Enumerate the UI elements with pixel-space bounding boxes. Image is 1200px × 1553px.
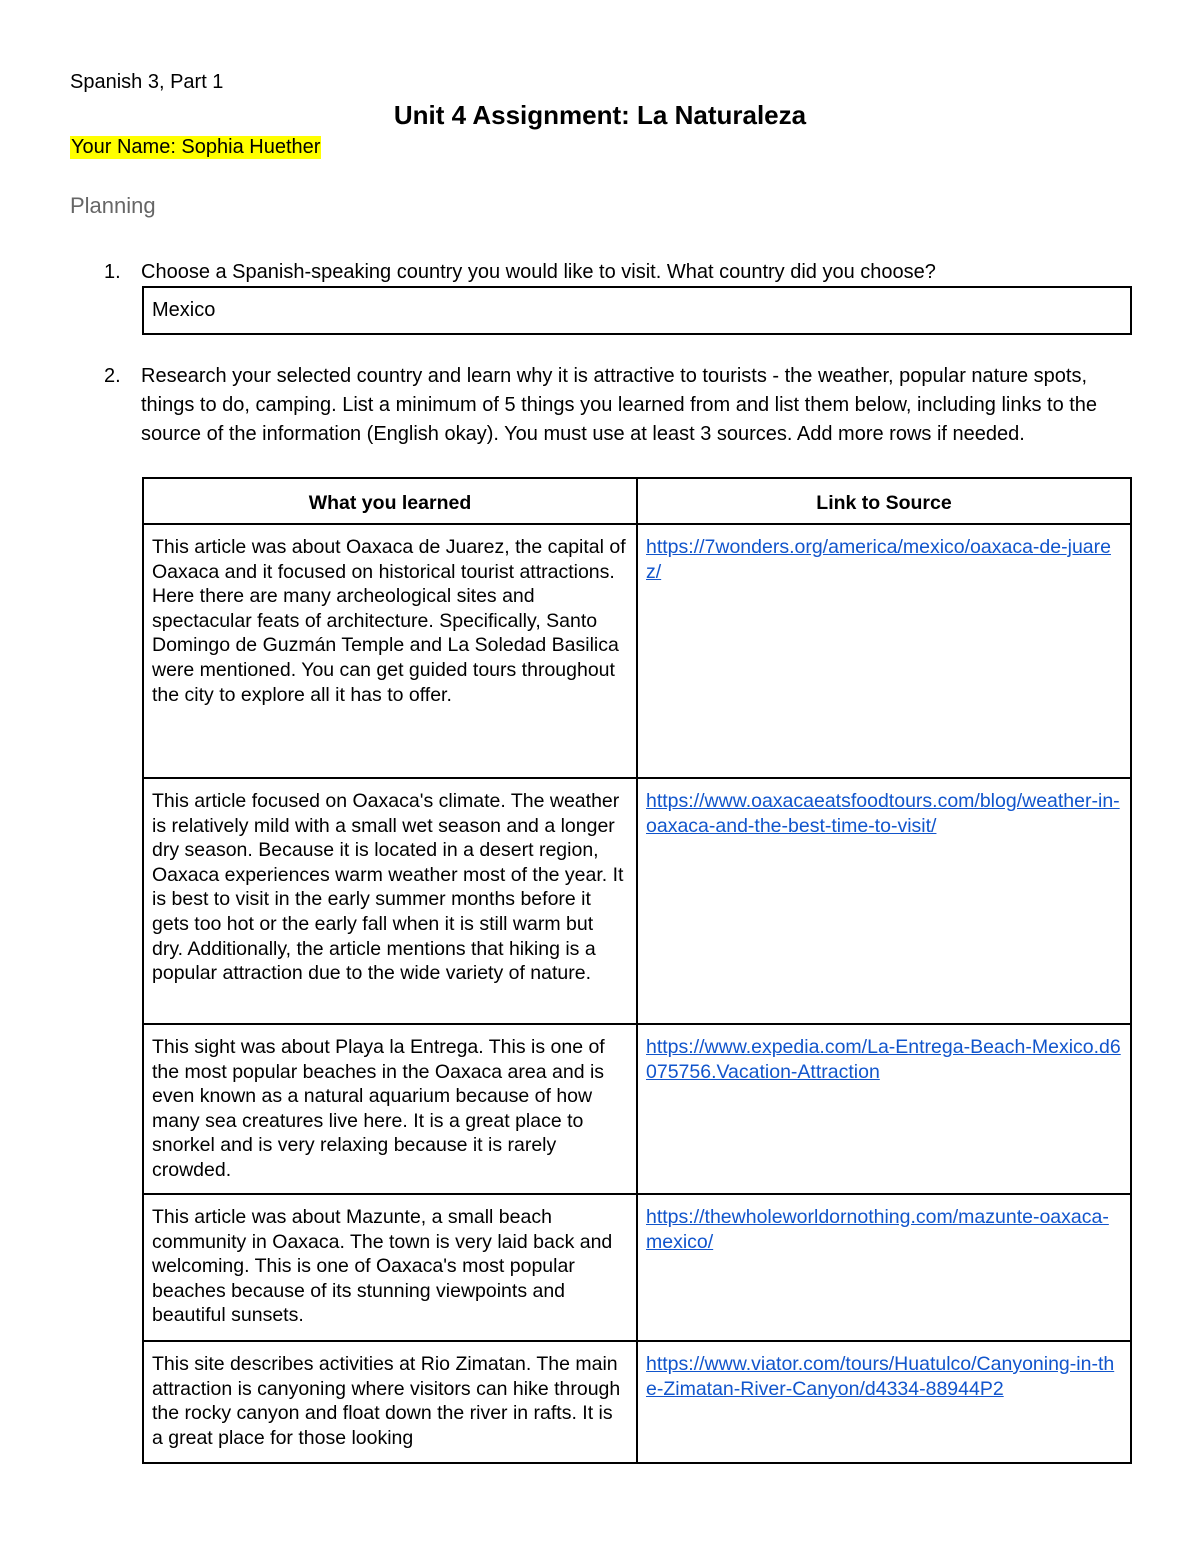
source-link[interactable]: https://7wonders.org/america/mexico/oaxaca-de-juarez/ [646,536,1111,583]
learned-cell: This article was about Mazunte, a small beach community in Oaxaca. The town is very laid back and welcoming. This is one of Oaxaca's most popular beaches because of its stunning viewpoints and beautiful sunsets. [143,1194,637,1341]
header-link: Link to Source [637,478,1131,524]
source-link[interactable]: https://www.oaxacaeatsfoodtours.com/blog/weather-in-oaxaca-and-the-best-time-to-visit/ [646,790,1120,837]
header-learned: What you learned [143,478,637,524]
table-row [143,1194,1131,1341]
learned-cell: This sight was about Playa la Entrega. This is one of the most popular beaches in the Oaxaca area and is even known as a natural aquarium because of how many sea creatures live here. It is a great place to snorkel and is very relaxing because it is rarely crowded. [143,1024,637,1194]
table-row [143,1341,1131,1463]
question-number: 2. [104,365,121,387]
learned-cell: This site describes activities at Rio Zimatan. The main attraction is canyoning where visitors can hike through the rocky canyon and float down the river in rafts. It is a great place for those looking [143,1341,637,1463]
table-row [143,524,1131,778]
question-text: Choose a Spanish-speaking country you would like to visit. What country did you choose? [141,261,936,283]
section-heading: Planning [70,193,156,218]
source-link[interactable]: https://www.expedia.com/La-Entrega-Beach-Mexico.d6075756.Vacation-Attraction [646,1036,1121,1083]
source-link[interactable]: https://thewholeworldornothing.com/mazunte-oaxaca-mexico/ [646,1206,1109,1253]
table-row [143,778,1131,1024]
research-table [142,477,1132,1464]
table-header-row [143,478,1131,524]
question-number: 1. [104,261,121,283]
source-link[interactable]: https://www.viator.com/tours/Huatulco/Canyoning-in-the-Zimatan-River-Canyon/d4334-88944P2 [646,1353,1115,1400]
student-name: Your Name: Sophia Huether [71,136,321,158]
page-title: Unit 4 Assignment: La Naturaleza [393,100,807,130]
learned-cell: This article was about Oaxaca de Juarez, the capital of Oaxaca and it focused on historical tourist attractions. Here there are many archeological sites and spectacular feats of architecture. Specifically, Santo Domingo de Guzmán Temple and La Soledad Basilica were mentioned. You can get guided tours throughout the city to explore all it has to offer. [143,524,637,778]
table-row [143,1024,1131,1194]
answer-country[interactable]: Mexico [142,286,1132,335]
question-text: Research your selected country and learn why it is attractive to tourists - the weather, popular nature spots, things to do, camping. List a minimum of 5 things you learned from and list them below, including links to the source of the information (English okay). You must use at least 3 sources. Add more rows if needed. [141,365,1098,445]
course-label: Spanish 3, Part 1 [70,71,224,93]
learned-cell: This article focused on Oaxaca's climate. The weather is relatively mild with a small wet season and a longer dry season. Because it is located in a desert region, Oaxaca experiences warm weather most of the year. It is best to visit in the early summer months before it gets too hot or the early fall when it is still warm but dry. Additionally, the article mentions that hiking is a popular attraction due to the wide variety of nature. [143,778,637,1024]
